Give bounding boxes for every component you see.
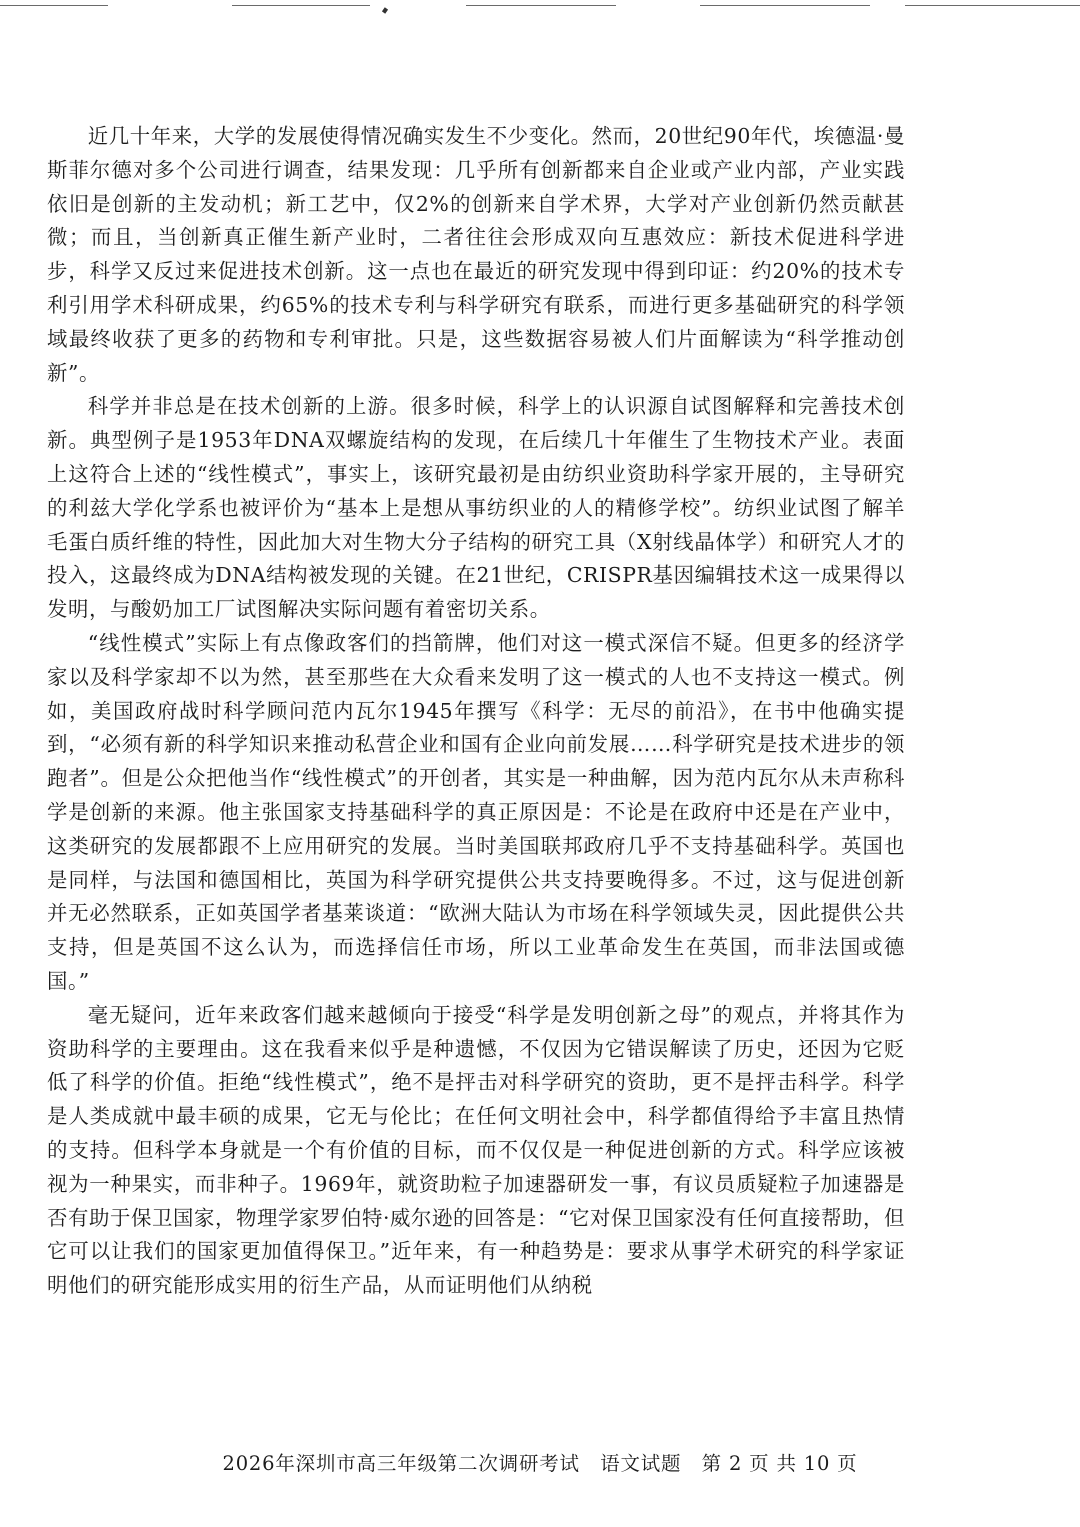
page-footer: 2026年深圳市高三年级第二次调研考试 语文试题 第 2 页 共 10 页 bbox=[222, 1452, 858, 1475]
top-edge-line bbox=[700, 5, 870, 6]
paragraph-1: 近几十年来，大学的发展使得情况确实发生不少变化。然而，20世纪90年代，埃德温·曼斯菲尔德对多个公司进行调查，结果发现：几乎所有创新都来自企业或产业内部，产业实践依旧是创新的主发动机；新工艺中，仅2%的创新来自学术界，大学对产业创新仍然贡献甚微；而且，当创新真正催生新产业时，二者往往会形成双向互惠效应：新技术促进科学进步，科学又反过来促进技术创新。这一点也在最近的研究发现中得到印证：约20%的技术专利引用学术科研成果，约65%的技术专利与科学研究有联系，而进行更多基础研究的科学领域最终收获了更多的药物和专利审批。只是，这些数据容易被人们片面解读为“科学推动创新”。 bbox=[47, 124, 906, 385]
top-edge-line bbox=[466, 5, 616, 6]
paragraph-3: “线性模式”实际上有点像政客们的挡箭牌，他们对这一模式深信不疑。但更多的经济学家以及科学家却不以为然，甚至那些在大众看来发明了这一模式的人也不支持这一模式。例如，美国政府战时科学顾问范内瓦尔1945年撰写《科学：无尽的前沿》，在书中他确实提到，“必须有新的科学知识来推动私营企业和国有企业向前发展……科学研究是技术进步的领跑者”。但是公众把他当作“线性模式”的开创者，其实是一种曲解，因为范内瓦尔从未声称科学是创新的来源。他主张国家支持基础科学的真正原因是：不论是在政府中还是在产业中，这类研究的发展都跟不上应用研究的发展。当时美国联邦政府几乎不支持基础科学。英国也是同样，与法国和德国相比，英国为科学研究提供公共支持要晚得多。不过，这与促进创新并无必然联系，正如英国学者基莱谈道：“欧洲大陆认为市场在科学领域失灵，因此提供公共支持，但是英国不这么认为，而选择信任市场，所以工业革命发生在英国，而非法国或德国。” bbox=[47, 630, 905, 993]
document-body bbox=[47, 120, 905, 1303]
top-edge-line bbox=[232, 5, 370, 6]
scan-mark bbox=[382, 7, 388, 13]
top-edge-line bbox=[905, 5, 1080, 6]
top-edge-line bbox=[0, 5, 108, 6]
paragraph-2: 科学并非总是在技术创新的上游。很多时候，科学上的认识源自试图解释和完善技术创新。典型例子是1953年DNA双螺旋结构的发现，在后续几十年催生了生物技术产业。表面上这符合上述的“线性模式”，事实上，该研究最初是由纺织业资助科学家开展的，主导研究的利兹大学化学系也被评价为“基本上是想从事纺织业的人的精修学校”。纺织业试图了解羊毛蛋白质纤维的特性，因此加大对生物大分子结构的研究工具（X射线晶体学）和研究人才的投入，这最终成为DNA结构被发现的关键。在21世纪，CRISPR基因编辑技术这一成果得以发明，与酸奶加工厂试图解决实际问题有着密切关系。 bbox=[47, 394, 905, 622]
paragraph-4: 毫无疑问，近年来政客们越来越倾向于接受“科学是发明创新之母”的观点，并将其作为资助科学的主要理由。这在我看来似乎是种遗憾，不仅因为它错误解读了历史，还因为它贬低了科学的价值。拒绝“线性模式”，绝不是抨击对科学研究的资助，更不是抨击科学。科学是人类成就中最丰硕的成果，它无与伦比；在任何文明社会中，科学都值得给予丰富且热情的支持。但科学本身就是一个有价值的目标，而不仅仅是一种促进创新的方式。科学应该被视为一种果实，而非种子。1969年，就资助粒子加速器研发一事，有议员质疑粒子加速器是否有助于保卫国家，物理学家罗伯特·威尔逊的回答是：“它对保卫国家没有任何直接帮助，但它可以让我们的国家更加值得保卫。”近年来，有一种趋势是：要求从事学术研究的科学家证明他们的研究能形成实用的衍生产品，从而证明他们从纳税 bbox=[47, 1002, 905, 1298]
